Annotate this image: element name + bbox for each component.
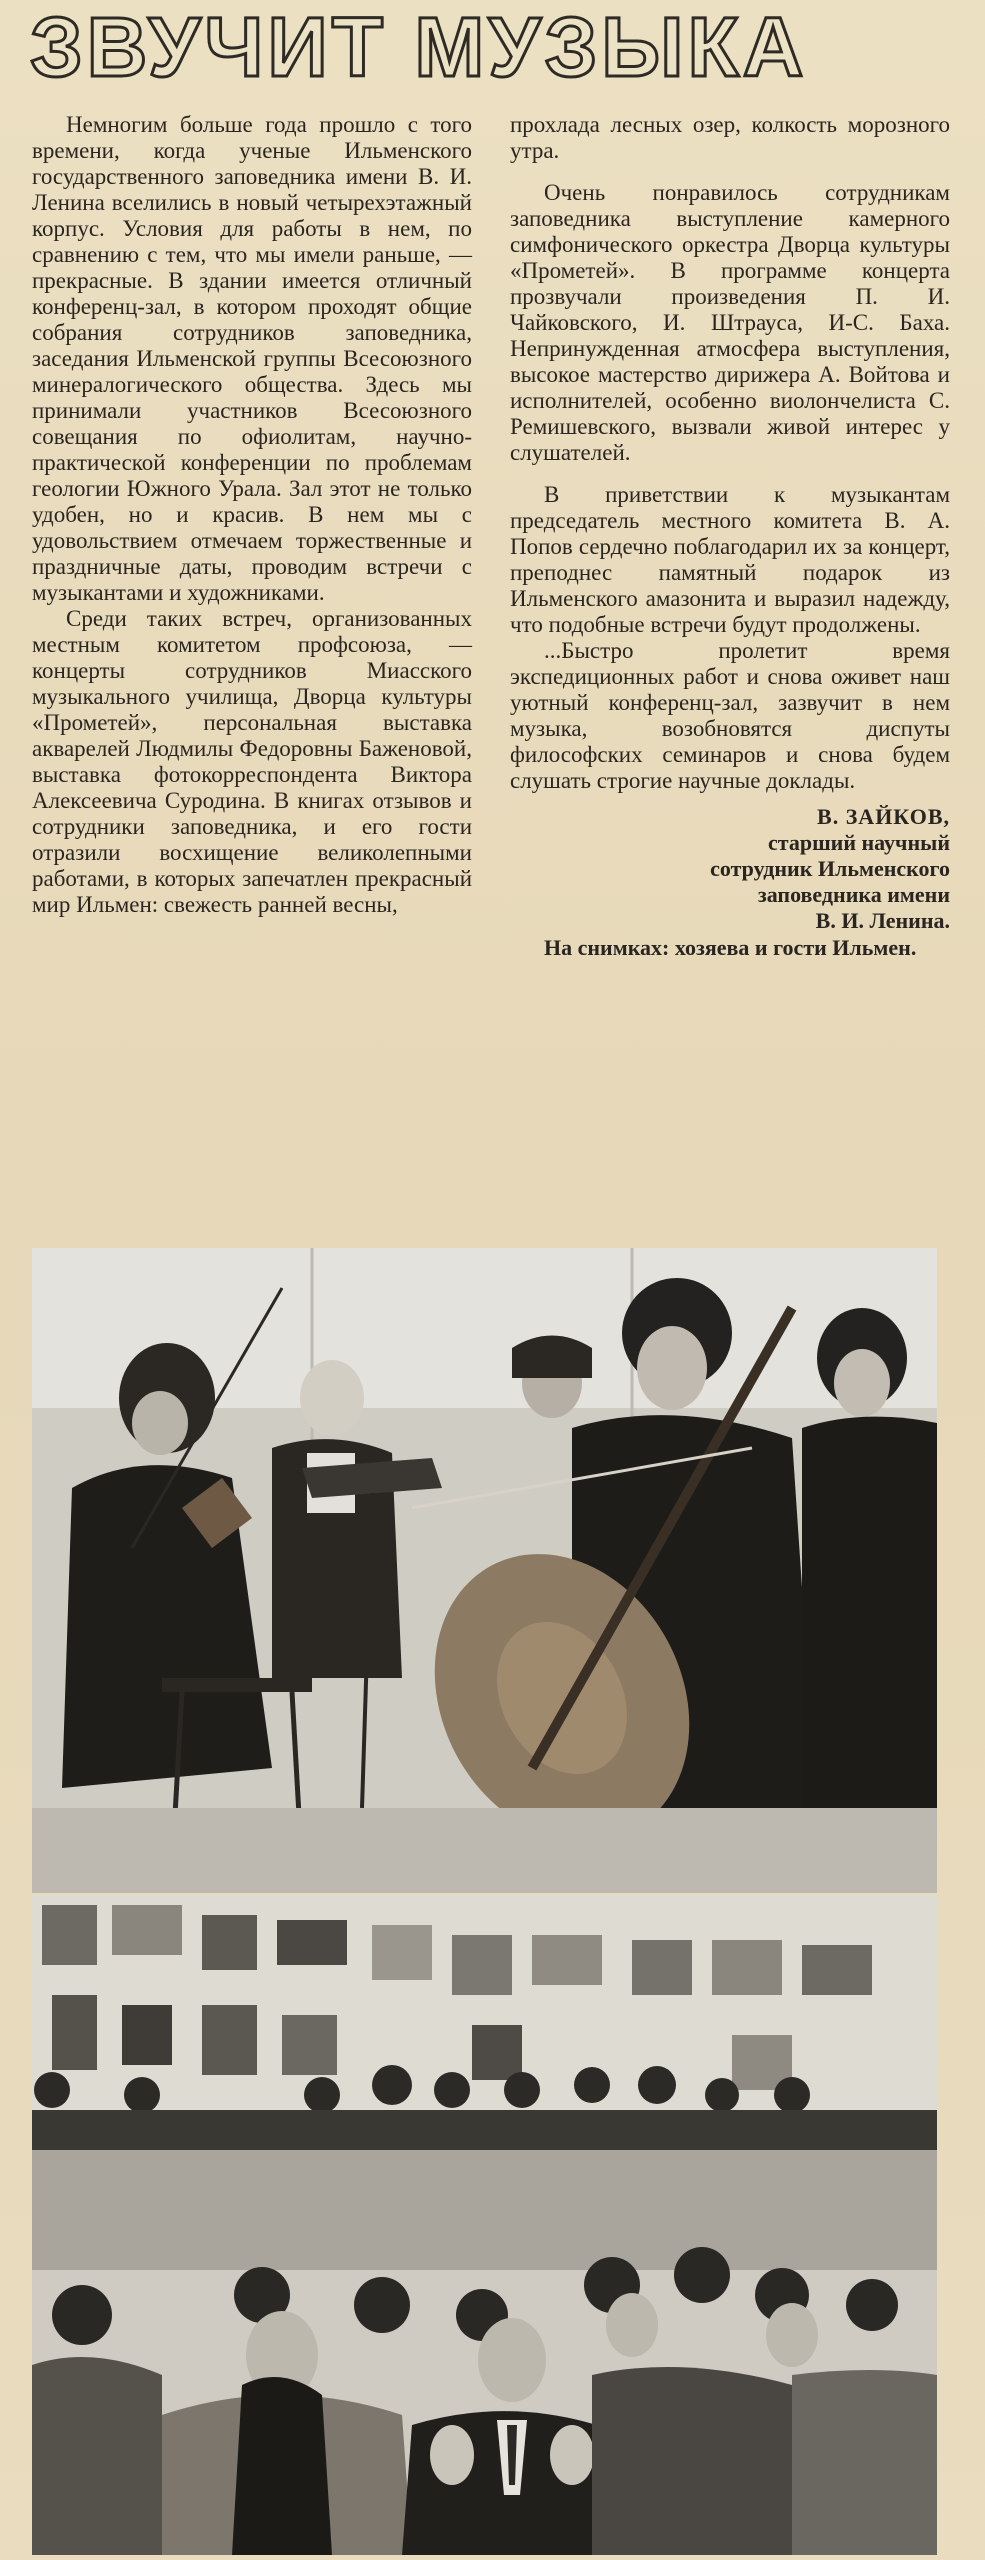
article-right-column [510, 112, 950, 961]
photo-caption: На снимках: хозяева и гости Ильмен. [544, 935, 917, 960]
author-title-line: старший научный [768, 830, 950, 855]
article-paragraph: Среди таких встреч, организованных местным комитетом профсоюза, — концерты сотрудников Миасского музыкального училища, Дворца культуры «Прометей», персональная выставка акварелей Людмилы Федоровны Баженовой, выставка фотокорреспондента Виктора Алексеевича Суродина. В книгах отзывов и сотрудники заповедника, и его гости отразили восхищение великолепными работами, в которых запечатлен прекрасный мир Ильмен: свежесть ранней весны, [32, 606, 472, 917]
author-signature [510, 804, 950, 934]
photo-musicians [32, 1248, 937, 1893]
author-name: В. ЗАЙКОВ, [817, 804, 950, 829]
musicians-image [32, 1248, 937, 1893]
article-paragraph-continuation: прохлада лесных озер, колкость морозного утра. [510, 112, 950, 163]
article-paragraph: Очень понравилось сотрудникам заповедника выступление камерного симфонического оркестра Дворца культуры «Прометей». В программе концерта прозвучали произведения П. И. Чайковского, И. Штрауса, И-С. Баха. Непринужденная атмосфера выступления, высокое мастерство дирижера А. Войтова и исполнителей, особенно виолончелиста С. Ремишевского, вызвали живой интерес у слушателей. [510, 180, 950, 465]
photo-audience [32, 1895, 937, 2555]
article-left-column [32, 112, 472, 918]
headline: ЗВУЧИТ МУЗЫКА [30, 0, 808, 94]
article-paragraph: ...Быстро пролетит время экспедиционных работ и снова оживет наш уютный конференц-зал, зазвучит в нем музыка, возобновятся диспуты философских семинаров и снова будем слушать строгие научные доклады. [510, 638, 950, 793]
audience-image [32, 1895, 937, 2555]
article-paragraph: В приветствии к музыкантам председатель местного комитета В. А. Попов сердечно поблагодарил их за концерт, преподнес памятный подарок из Ильменского амазонита и выразил надежду, что подобные встречи будут продолжены. [510, 482, 950, 637]
author-title-line: В. И. Ленина. [815, 908, 950, 933]
article-paragraph: Немногим больше года прошло с того времени, когда ученые Ильменского государственного заповедника имени В. И. Ленина вселились в новый четырехэтажный корпус. Условия для работы в нем, по сравнению с тем, что мы имели раньше, — прекрасные. В здании имеется отличный конференц-зал, в котором проходят общие собрания сотрудников заповедника, заседания Ильменской группы Всесоюзного минералогического общества. Здесь мы принимали участников Всесоюзного совещания по офиолитам, научно-практической конференции по проблемам геологии Южного Урала. Зал этот не только удобен, но и красив. В нем мы с удовольствием отмечаем торжественные и праздничные даты, проводим встречи с музыкантами и художниками. [32, 112, 472, 605]
author-title-line: заповедника имени [757, 882, 950, 907]
author-title-line: сотрудник Ильменского [710, 856, 950, 881]
